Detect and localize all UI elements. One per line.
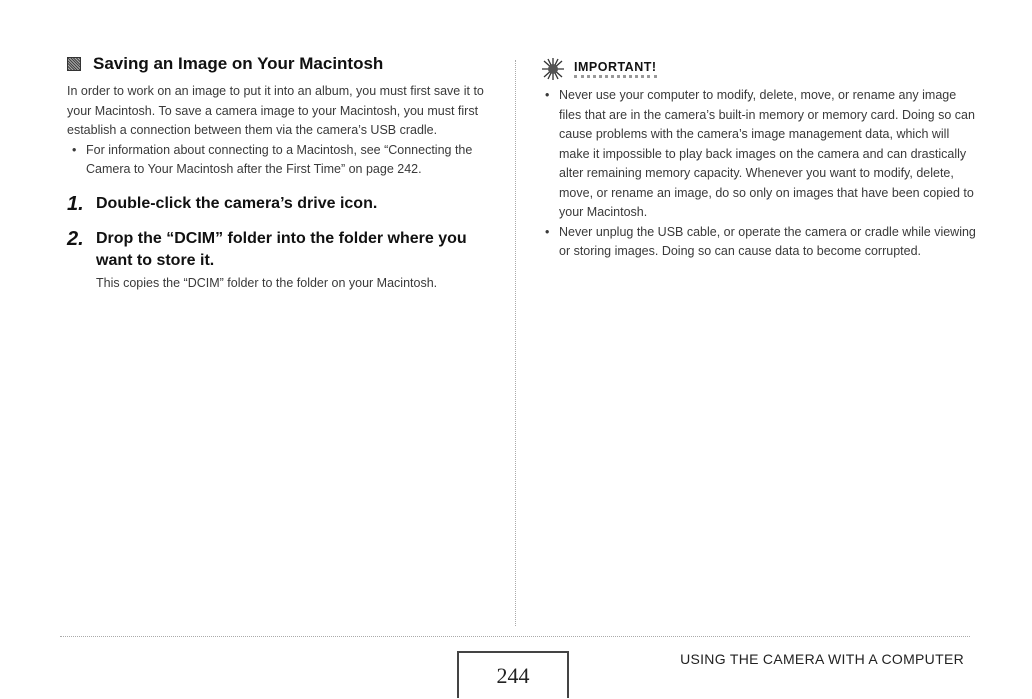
left-column [67,54,497,293]
step-text: This copies the “DCIM” folder to the folder on your Macintosh. [96,275,438,290]
column-divider [515,60,516,626]
section-title: Saving an Image on Your Macintosh [93,54,384,73]
step-number: 1. [67,192,84,215]
step-number: 2. [67,227,84,250]
important-title: IMPORTANT! [574,60,657,78]
square-bullet-icon [67,57,81,71]
footer-divider [60,636,970,637]
important-box [540,58,980,262]
step-title: Double-click the camera’s drive icon. [96,194,378,212]
intro-paragraph: In order to work on an image to put it into an album, you must first save it to your Macintosh. To save a camera image to your Macintosh, you must first establish a connection between them via the camera’s USB cradle. [67,84,484,137]
page-number: 244 [457,651,569,698]
important-header [540,58,980,80]
list-item: • Never unplug the USB cable, or operate the camera or cradle while viewing or storing images. Doing so can cause data to become corrupted. [540,223,980,262]
important-list [540,86,980,262]
footer-section-title: USING THE CAMERA WITH A COMPUTER [680,651,964,667]
section-heading [67,54,497,74]
note-bullet: • For information about connecting to a Macintosh, see “Connecting the Camera to Your Macintosh after the First Time” on page 242. [67,141,497,180]
list-item: • Never use your computer to modify, delete, move, or rename any image files that are in the camera’s built-in memory or memory card. Doing so can cause problems with the camera’s image management data, which will make it impossible to play back images on the camera and can drastically alter remaining memory capacity. Whenever you want to modify, delete, move, or rename an image, do so only on images that have been copied to your Macintosh. [540,86,980,223]
sparkle-icon [540,58,566,80]
step-title: Drop the “DCIM” folder into the folder where you want to store it. [96,229,467,269]
step-2 [67,228,497,294]
step-1 [67,193,497,215]
